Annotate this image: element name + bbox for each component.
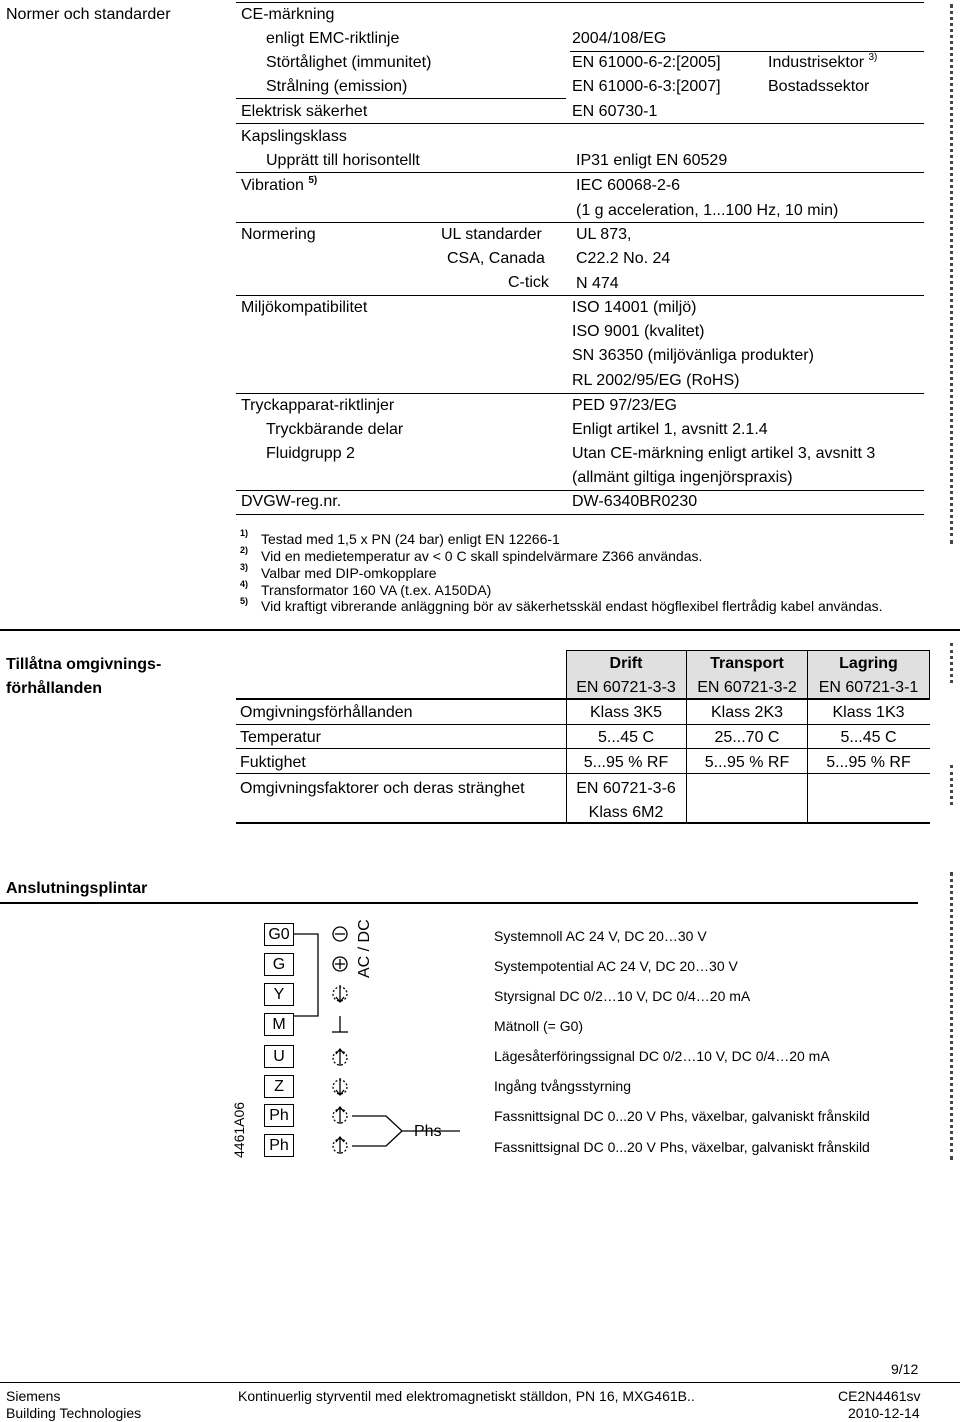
- table-line: [236, 724, 930, 725]
- emission-note: Bostadssektor: [768, 78, 870, 95]
- dvgw-value: DW-6340BR0230: [572, 493, 698, 510]
- ul-value: UL 873,: [576, 226, 632, 243]
- vibration-value-2: (1 g acceleration, 1...100 Hz, 10 min): [576, 202, 839, 219]
- column-header-transport: Transport: [710, 655, 784, 672]
- csa-value: C22.2 No. 24: [576, 250, 671, 267]
- ce-heading: CE-märkning: [241, 6, 335, 23]
- terminal-desc: Systempotential AC 24 V, DC 20…30 V: [494, 958, 738, 974]
- footnote-text: Vid kraftigt vibrerande anläggning bör av säkerhetsskäl endast högflexibel flertrådig kabel användas.: [261, 598, 883, 614]
- terminal-box-g0: G0: [264, 923, 294, 946]
- plus-icon: [333, 957, 347, 971]
- footnote-text: Vid en medietemperatur av < 0 C skall spindelvärmare Z366 användas.: [261, 548, 703, 564]
- table-line: [236, 748, 930, 749]
- divider: [236, 393, 924, 394]
- terminal-desc: Styrsignal DC 0/2…10 V, DC 0/4…20 mA: [494, 988, 751, 1004]
- emission-value: EN 61000-6-3:[2007]: [572, 78, 721, 95]
- emc-value: 2004/108/EG: [572, 30, 667, 47]
- margin-dots: [950, 643, 953, 683]
- terminal-symbols: [290, 918, 460, 1164]
- row-label: Temperatur: [240, 729, 321, 746]
- env-value: ISO 14001 (miljö): [572, 299, 697, 316]
- pressure-label: Tryckapparat-riktlinjer: [241, 397, 395, 414]
- divider: [236, 295, 924, 296]
- table-line: [236, 822, 930, 824]
- env-label: Miljökompatibilitet: [241, 299, 368, 316]
- vibration-label: Vibration $^{5)}$: [241, 175, 318, 194]
- table-line: [236, 698, 930, 700]
- electrical-value: EN 60730-1: [572, 103, 658, 120]
- row-label: Omgivningsfaktorer och deras stränghet: [240, 780, 525, 797]
- emc-label: enligt EMC-riktlinje: [266, 30, 400, 47]
- table-cell: Klass 3K5: [589, 704, 663, 721]
- table-line: [566, 650, 930, 651]
- bracket-line: [294, 934, 318, 1016]
- terminal-desc: Ingång tvångsstyrning: [494, 1078, 631, 1094]
- terminal-desc: Mätnoll (= G0): [494, 1018, 584, 1034]
- enclosure-label: Kapslingsklass: [241, 128, 347, 145]
- ctick-value: N 474: [576, 275, 619, 292]
- table-cell-extra: Klass 6M2: [588, 804, 664, 821]
- section-title-norms: Normer och standarder: [6, 6, 171, 23]
- pressure-parts-value: Enligt artikel 1, avsnitt 2.1.4: [572, 421, 768, 438]
- table-line: [236, 773, 930, 774]
- divider: [236, 98, 566, 99]
- footer-divider: [0, 1382, 960, 1383]
- terminal-box-y: Y: [264, 983, 294, 1006]
- row-label: Omgivningsförhållanden: [240, 704, 413, 721]
- margin-dots: [950, 765, 953, 805]
- terminal-box-ph: Ph: [264, 1104, 294, 1127]
- minus-icon: [333, 927, 347, 941]
- output-arrow-icon: [333, 1137, 347, 1154]
- column-std: EN 60721-3-2: [697, 679, 797, 696]
- upright-label: Upprätt till horisontellt: [266, 152, 420, 169]
- diagram-code: 4461A06: [231, 1101, 247, 1158]
- column-std: EN 60721-3-3: [576, 679, 676, 696]
- acdc-label: AC / DC: [356, 919, 373, 978]
- footnote-number: 1): [240, 528, 249, 538]
- footer-division: Building Technologies: [6, 1405, 142, 1421]
- input-arrow-icon: [333, 985, 347, 1002]
- section-title-terminals: Anslutningsplintar: [6, 880, 148, 897]
- phs-label: Phs: [414, 1123, 442, 1140]
- table-cell: EN 60721-3-6: [576, 780, 676, 797]
- footnote-number: 5): [240, 596, 249, 606]
- divider: [236, 222, 924, 223]
- terminal-box-m: M: [264, 1013, 294, 1036]
- footnote-number: 2): [240, 545, 249, 555]
- immunity-label: Störtålighet (immunitet): [266, 54, 432, 71]
- pressure-parts-label: Tryckbärande delar: [266, 421, 404, 438]
- table-cell: 25...70 C: [714, 729, 780, 746]
- table-cell: 5...95 % RF: [826, 754, 911, 771]
- terminal-box-ph: Ph: [264, 1134, 294, 1157]
- env-value: RL 2002/95/EG (RoHS): [572, 372, 740, 389]
- immunity-note: Industrisektor $^{3)}$: [768, 52, 878, 71]
- table-cell: 5...95 % RF: [583, 754, 669, 771]
- phs-connector: [352, 1131, 402, 1146]
- terminal-desc: Fassnittsignal DC 0...20 V Phs, växelbar, galvaniskt frånskild: [494, 1108, 870, 1124]
- footnote-text: Valbar med DIP-omkopplare: [261, 565, 437, 581]
- emission-label: Strålning (emission): [266, 78, 408, 95]
- fluid-value-2: (allmänt giltiga ingenjörspraxis): [572, 469, 793, 486]
- terminal-box-z: Z: [264, 1075, 294, 1098]
- page-number: 9/12: [891, 1361, 919, 1377]
- fluid-label: Fluidgrupp 2: [266, 445, 355, 462]
- footnote-text: Transformator 160 VA (t.ex. A150DA): [261, 582, 492, 598]
- env-value: SN 36350 (miljövänliga produkter): [572, 347, 814, 364]
- divider: [236, 2, 924, 3]
- terminal-box-u: U: [264, 1045, 294, 1068]
- column-header-drift: Drift: [609, 655, 643, 672]
- section-divider: [0, 629, 960, 631]
- fluid-value: Utan CE-märkning enligt artikel 3, avsnitt 3: [572, 445, 876, 462]
- ctick-label: C-tick: [508, 274, 549, 291]
- margin-dots: [950, 872, 953, 1160]
- footer-doc-title: Kontinuerlig styrventil med elektromagnetiskt ställdon, PN 16, MXG461B..: [238, 1388, 695, 1404]
- vibration-value: IEC 60068-2-6: [576, 177, 681, 194]
- env-value: ISO 9001 (kvalitet): [572, 323, 705, 340]
- input-arrow-icon: [333, 1078, 347, 1095]
- column-std: EN 60721-3-1: [818, 679, 919, 696]
- terminal-box-g: G: [264, 953, 294, 976]
- ul-label: UL standarder: [441, 226, 542, 243]
- column-header-lagring: Lagring: [839, 655, 898, 672]
- phs-connector: [352, 1116, 460, 1131]
- dvgw-label: DVGW-reg.nr.: [241, 493, 342, 510]
- table-line: [929, 650, 930, 698]
- divider: [236, 514, 924, 515]
- margin-dots: [950, 4, 953, 544]
- output-arrow-icon: [333, 1049, 347, 1066]
- table-cell: Klass 2K3: [710, 704, 784, 721]
- footnote-text: Testad med 1,5 x PN (24 bar) enligt EN 12266-1: [261, 531, 560, 547]
- normering-label: Normering: [241, 226, 316, 243]
- divider: [236, 172, 924, 173]
- footer-company: Siemens: [6, 1388, 61, 1404]
- electrical-label: Elektrisk säkerhet: [241, 103, 368, 120]
- footnote-number: 3): [240, 562, 249, 572]
- section-title-ambient-2: förhållanden: [6, 680, 103, 697]
- terminal-desc: Lägesåterföringssignal DC 0/2…10 V, DC 0/4…20 mA: [494, 1048, 830, 1064]
- section-title-ambient: Tillåtna omgivnings-: [6, 656, 162, 673]
- pressure-value: PED 97/23/EG: [572, 397, 677, 414]
- table-cell: Klass 1K3: [832, 704, 905, 721]
- row-label: Fuktighet: [240, 754, 306, 771]
- section-divider: [0, 902, 918, 904]
- terminal-desc: Fassnittsignal DC 0...20 V Phs, växelbar, galvaniskt frånskild: [494, 1139, 870, 1155]
- divider: [236, 490, 924, 491]
- output-arrow-icon: [333, 1107, 347, 1124]
- footnote-number: 4): [240, 579, 249, 589]
- csa-label: CSA, Canada: [447, 250, 545, 267]
- immunity-value: EN 61000-6-2:[2005]: [572, 54, 721, 71]
- footer-date: 2010-12-14: [848, 1405, 920, 1421]
- table-cell: 5...95 % RF: [704, 754, 790, 771]
- ground-icon: [332, 1016, 348, 1032]
- table-cell: 5...45 C: [840, 729, 897, 746]
- terminal-desc: Systemnoll AC 24 V, DC 20…30 V: [494, 928, 707, 944]
- table-cell: 5...45 C: [597, 729, 655, 746]
- upright-value: IP31 enligt EN 60529: [576, 152, 728, 169]
- divider: [236, 123, 924, 124]
- footer-doc-code: CE2N4461sv: [838, 1388, 921, 1404]
